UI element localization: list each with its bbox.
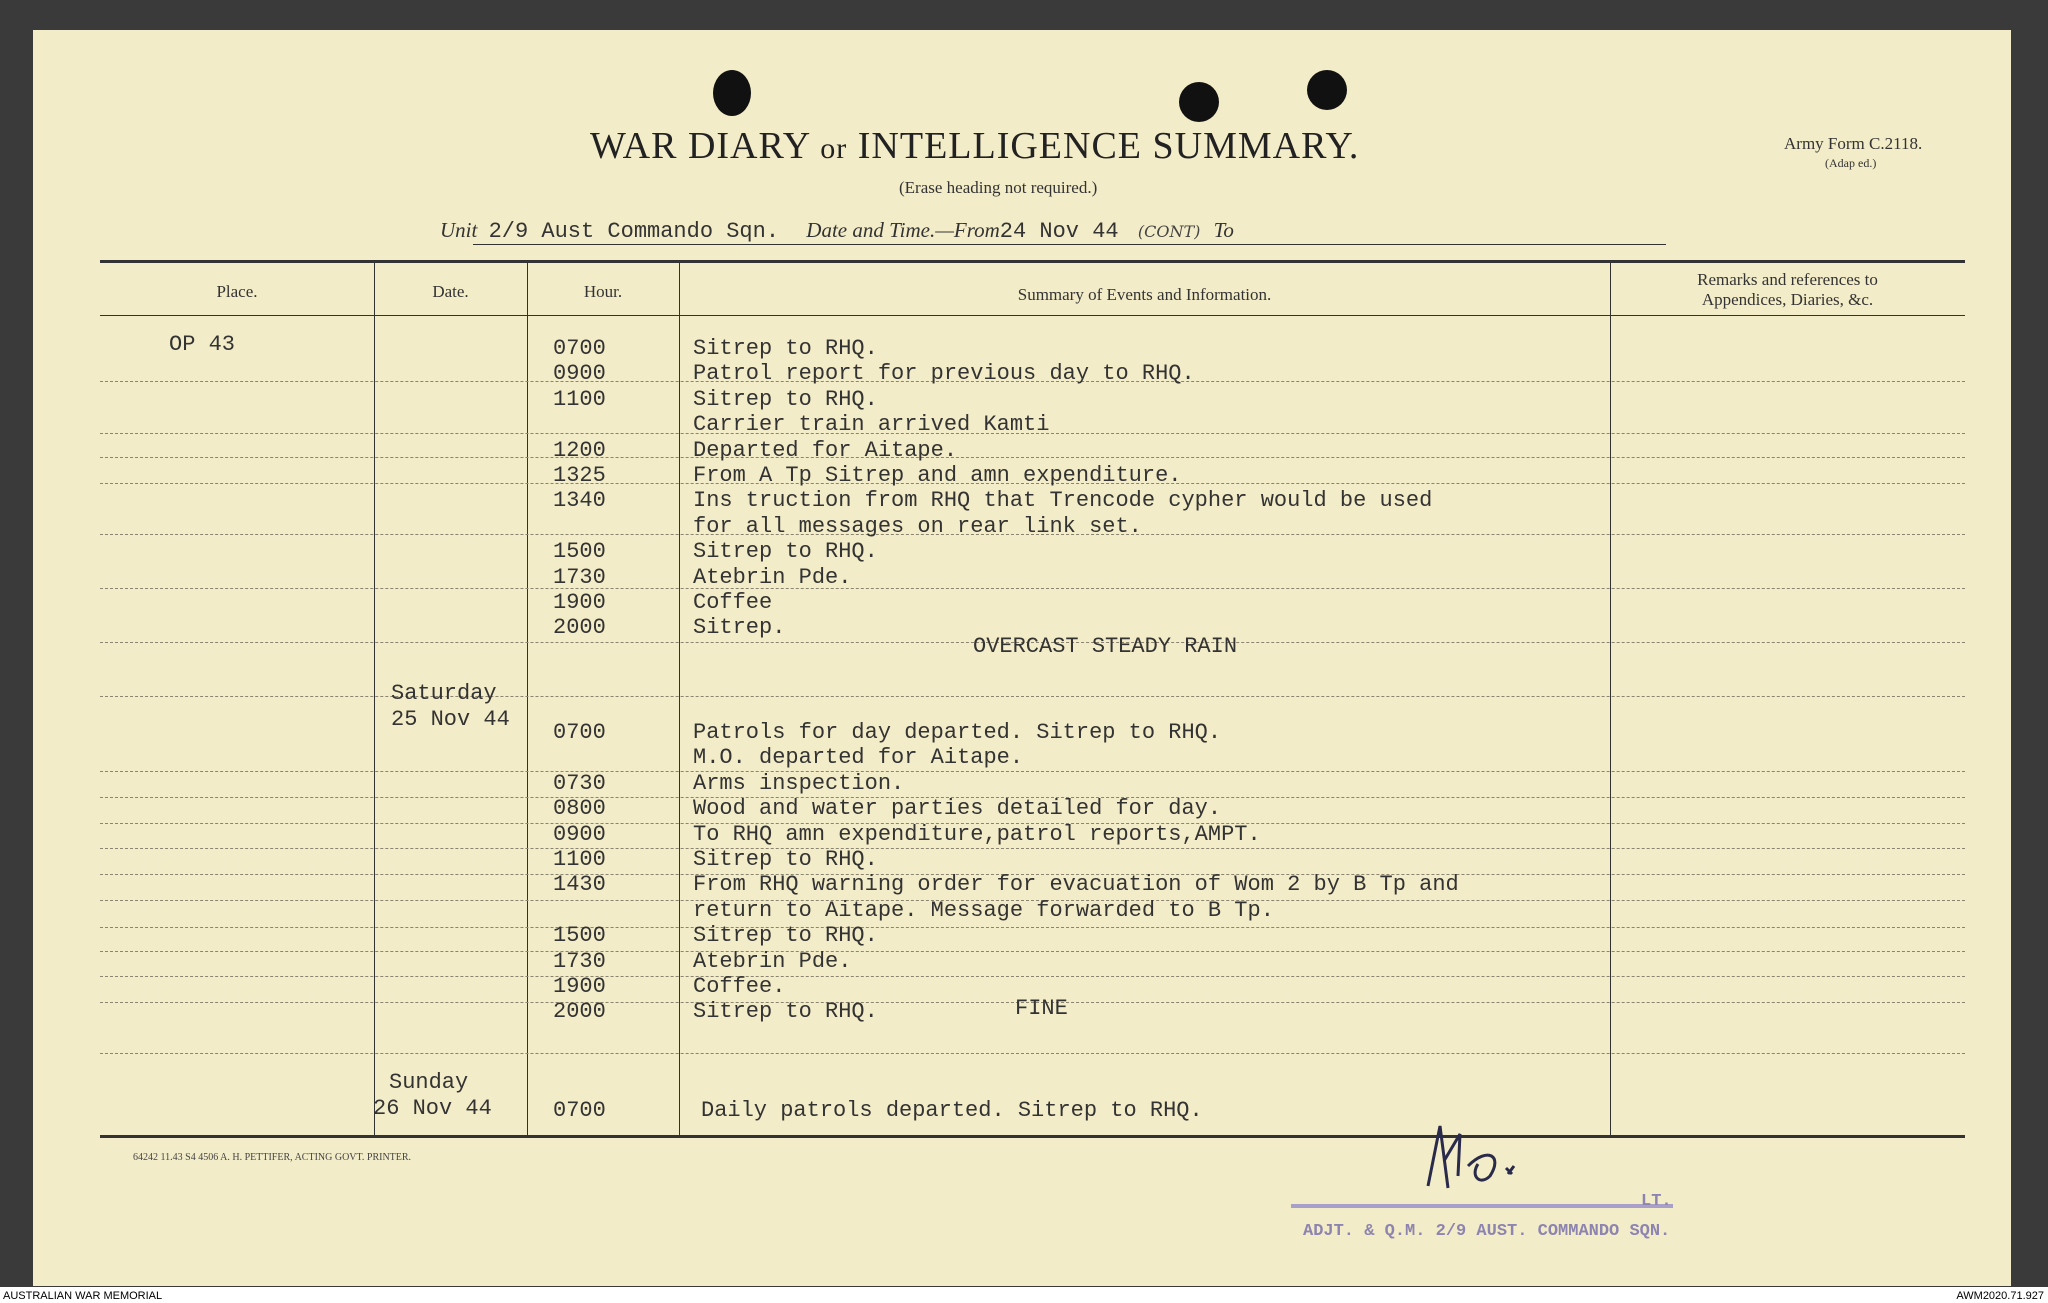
date-time-label: Date and Time.—From: [806, 218, 1000, 242]
entry-hour: 0900: [553, 361, 606, 387]
stamp-adjt-qm: ADJT. & Q.M. 2/9 AUST. COMMANDO SQN.: [1303, 1222, 1671, 1241]
erase-note: (Erase heading not required.): [899, 178, 1098, 197]
cont-note: (CONT): [1137, 222, 1201, 241]
printer-imprint: 64242 11.43 S4 4506 A. H. PETTIFER, ACTING GOVT. PRINTER.: [133, 1152, 412, 1163]
stamp-signature-line: [1291, 1204, 1673, 1208]
title-intelligence-summary: INTELLIGENCE SUMMARY.: [857, 125, 1360, 167]
from-value: 24 Nov 44: [999, 219, 1119, 244]
entry-text: M.O. departed for Aitape.: [693, 745, 1024, 771]
page-title: [590, 124, 1359, 168]
unit-line: [440, 218, 1234, 244]
entry-text: Wood and water parties detailed for day.: [693, 796, 1222, 822]
entry-hour: 1100: [553, 847, 606, 872]
col-header-summary: Summary of Events and Information.: [1017, 285, 1272, 304]
unit-label: Unit: [440, 218, 478, 242]
entry-hour: 2000: [553, 999, 606, 1025]
entry-text: Sitrep to RHQ.: [693, 336, 878, 361]
war-diary-sheet: [33, 30, 2011, 1286]
footer-bar: [0, 1287, 2048, 1303]
entry-hour: 0700: [553, 720, 606, 745]
army-form-sub: (Adap ed.): [1825, 156, 1877, 170]
stamp-lt: LT.: [1641, 1192, 1672, 1211]
entry-hour: 1100: [553, 386, 606, 412]
col-divider-3: [679, 262, 680, 1135]
entry-hour: 1200: [553, 437, 606, 463]
ruled-line: [100, 771, 1965, 772]
entry-text: Patrol report for previous day to RHQ.: [693, 361, 1195, 387]
table-bottom-rule: [100, 1135, 1965, 1138]
entry-hour: 2000: [553, 615, 606, 641]
title-war-diary: WAR DIARY: [590, 125, 810, 167]
col-header-date: Date.: [432, 282, 469, 301]
punch-hole-right: [1307, 70, 1347, 110]
entry-hour: 1500: [553, 539, 606, 565]
col-header-hour: Hour.: [583, 282, 623, 301]
ruled-line: [100, 951, 1965, 952]
unit-underline: [473, 244, 1666, 245]
entry-hour: 1730: [553, 564, 606, 590]
table-top-rule: [100, 260, 1965, 263]
entry-hour: 0700: [553, 336, 606, 361]
ruled-line: [100, 696, 1965, 697]
army-form-label: Army Form C.2118.: [1784, 134, 1923, 153]
col-header-remarks-1: Remarks and references to: [1697, 270, 1878, 289]
entry-text: Atebrin Pde.: [693, 564, 852, 590]
entry-text: From A Tp Sitrep and amn expenditure.: [693, 463, 1182, 488]
entry-hour: 1325: [553, 463, 606, 488]
title-or: or: [820, 132, 848, 165]
entry-text: Sitrep to RHQ.: [693, 999, 878, 1025]
entry-hour: 1500: [553, 923, 606, 949]
col-header-place: Place.: [216, 282, 258, 301]
entry-text: Coffee: [693, 590, 773, 615]
entry-text: Ins truction from RHQ that Trencode cypher would be used: [693, 488, 1433, 514]
entry-hour: 1430: [553, 872, 606, 898]
entry-text: Sitrep to RHQ.: [693, 923, 878, 949]
ruled-line: [100, 927, 1965, 928]
entry-hour: 1900: [553, 590, 606, 615]
footer-archive-id: AWM2020.71.927: [1956, 1290, 2044, 1302]
unit-value: 2/9 Aust Commando Sqn.: [488, 219, 780, 244]
entry-hour: 1900: [553, 974, 606, 999]
entry-text: for all messages on rear link set.: [693, 513, 1142, 539]
entry-hour: 1340: [553, 488, 606, 514]
ruled-line: [100, 457, 1965, 458]
entry-text: return to Aitape. Message forwarded to B Tp.: [693, 897, 1274, 923]
entry-text: Departed for Aitape.: [693, 437, 958, 463]
entry-text: Sitrep to RHQ.: [693, 847, 878, 872]
entry-text: Daily patrols departed. Sitrep to RHQ.: [701, 1098, 1203, 1123]
col-header-remarks-2: Appendices, Diaries, &c.: [1701, 290, 1874, 309]
date-26-nov: 26 Nov 44: [373, 1096, 492, 1121]
entry-text: Sitrep to RHQ.: [693, 539, 878, 565]
entry-text: Arms inspection.: [693, 770, 905, 796]
date-saturday: Saturday: [391, 681, 497, 706]
entry-text: Carrier train arrived Kamti: [693, 412, 1050, 438]
ruled-line: [100, 588, 1965, 589]
place-value: OP 43: [169, 332, 236, 357]
entry-hour: 0730: [553, 770, 606, 796]
ruled-line: [100, 1053, 1965, 1054]
ruled-line: [100, 848, 1965, 849]
weather-note-1: OVERCAST STEADY RAIN: [973, 634, 1238, 659]
weather-note-2: FINE: [1015, 996, 1068, 1021]
punch-hole-middle: [1179, 82, 1219, 122]
date-sunday: Sunday: [389, 1070, 469, 1095]
entry-text: From RHQ warning order for evacuation of Wom 2 by B Tp and: [693, 872, 1459, 898]
footer-archive-name: AUSTRALIAN WAR MEMORIAL: [3, 1290, 163, 1302]
entry-hour: 0700: [553, 1098, 606, 1123]
entry-hour: 1730: [553, 948, 606, 974]
date-25-nov: 25 Nov 44: [391, 707, 510, 732]
entry-text: Sitrep to RHQ.: [693, 386, 878, 412]
entry-text: Coffee.: [693, 974, 786, 999]
to-label: To: [1213, 218, 1234, 242]
col-divider-1: [374, 262, 375, 1135]
col-divider-2: [527, 262, 528, 1135]
punch-hole-left: [713, 70, 751, 116]
entry-text: Sitrep.: [693, 615, 786, 641]
entry-text: Patrols for day departed. Sitrep to RHQ.: [693, 720, 1222, 745]
ruled-line: [100, 976, 1965, 977]
entry-text: Atebrin Pde.: [693, 948, 852, 974]
col-divider-4: [1610, 262, 1611, 1135]
entry-text: To RHQ amn expenditure,patrol reports,AMPT.: [693, 821, 1261, 847]
entry-hour: 0900: [553, 821, 606, 847]
handwritten-signature: [1418, 1106, 1538, 1196]
entry-hour: 0800: [553, 796, 606, 822]
header-underline: [100, 315, 1965, 316]
